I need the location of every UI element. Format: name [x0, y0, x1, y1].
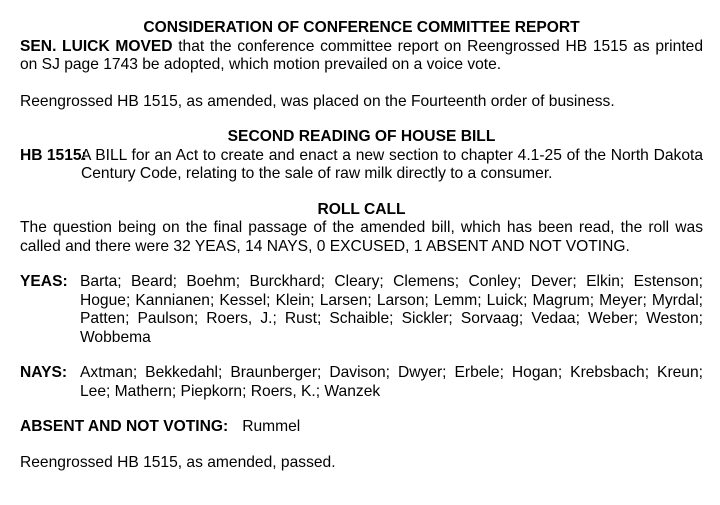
bill-text: A BILL for an Act to create and enact a new section to chapter 4.1-25 of the North Dakota Century Code, relating to the sale of raw milk directly to a consumer. — [81, 146, 703, 182]
nays-list — [20, 364, 703, 401]
result-line: Reengrossed HB 1515, as amended, passed. — [20, 453, 336, 471]
nays-names: Axtman; Bekkedahl; Braunberger; Davison; Dwyer; Erbele; Hogan; Krebsbach; Kreun; Lee; Mathern; Piepkorn; Roers, K.; Wanzek — [80, 364, 703, 400]
motion-mover: SEN. LUICK MOVED — [20, 37, 173, 55]
absent-line — [20, 418, 703, 437]
roll-call-heading: ROLL CALL — [317, 200, 406, 218]
yeas-list — [20, 273, 703, 347]
motion-paragraph — [20, 38, 703, 75]
bill-label: HB 1515: — [20, 146, 87, 164]
placement-paragraph: Reengrossed HB 1515, as amended, was placed on the Fourteenth order of business. — [20, 92, 615, 110]
bill-description — [20, 147, 703, 184]
conference-report-heading: CONSIDERATION OF CONFERENCE COMMITTEE REPORT — [143, 19, 580, 36]
roll-call-question: The question being on the final passage of the amended bill, which has been read, the roll was called and there were 32 YEAS, 14 NAYS, 0 EXCUSED, 1 ABSENT AND NOT VOTING. — [20, 219, 703, 255]
yeas-label: YEAS: — [20, 273, 68, 290]
motion-text: that the conference committee report on Reengrossed HB 1515 as printed on SJ page 1743 be adopted, which motion prevailed on a voice vote. — [20, 37, 703, 73]
second-reading-heading: SECOND READING OF HOUSE BILL — [227, 128, 496, 145]
absent-label: ABSENT AND NOT VOTING: — [20, 418, 229, 435]
absent-names: Rummel — [242, 418, 301, 435]
nays-label: NAYS: — [20, 364, 68, 381]
yeas-names: Barta; Beard; Boehm; Burckhard; Cleary; Clemens; Conley; Dever; Elkin; Estenson; Hogue; Kannianen; Kessel; Klein; Larsen; Larson; Lemm; Luick; Magrum; Meyer; Myrdal; Patten; Paulson; Roers, J.; Rust; Schaible; Sickler; Sorvaag; Vedaa; Weber; Weston; Wobbema — [80, 273, 703, 346]
